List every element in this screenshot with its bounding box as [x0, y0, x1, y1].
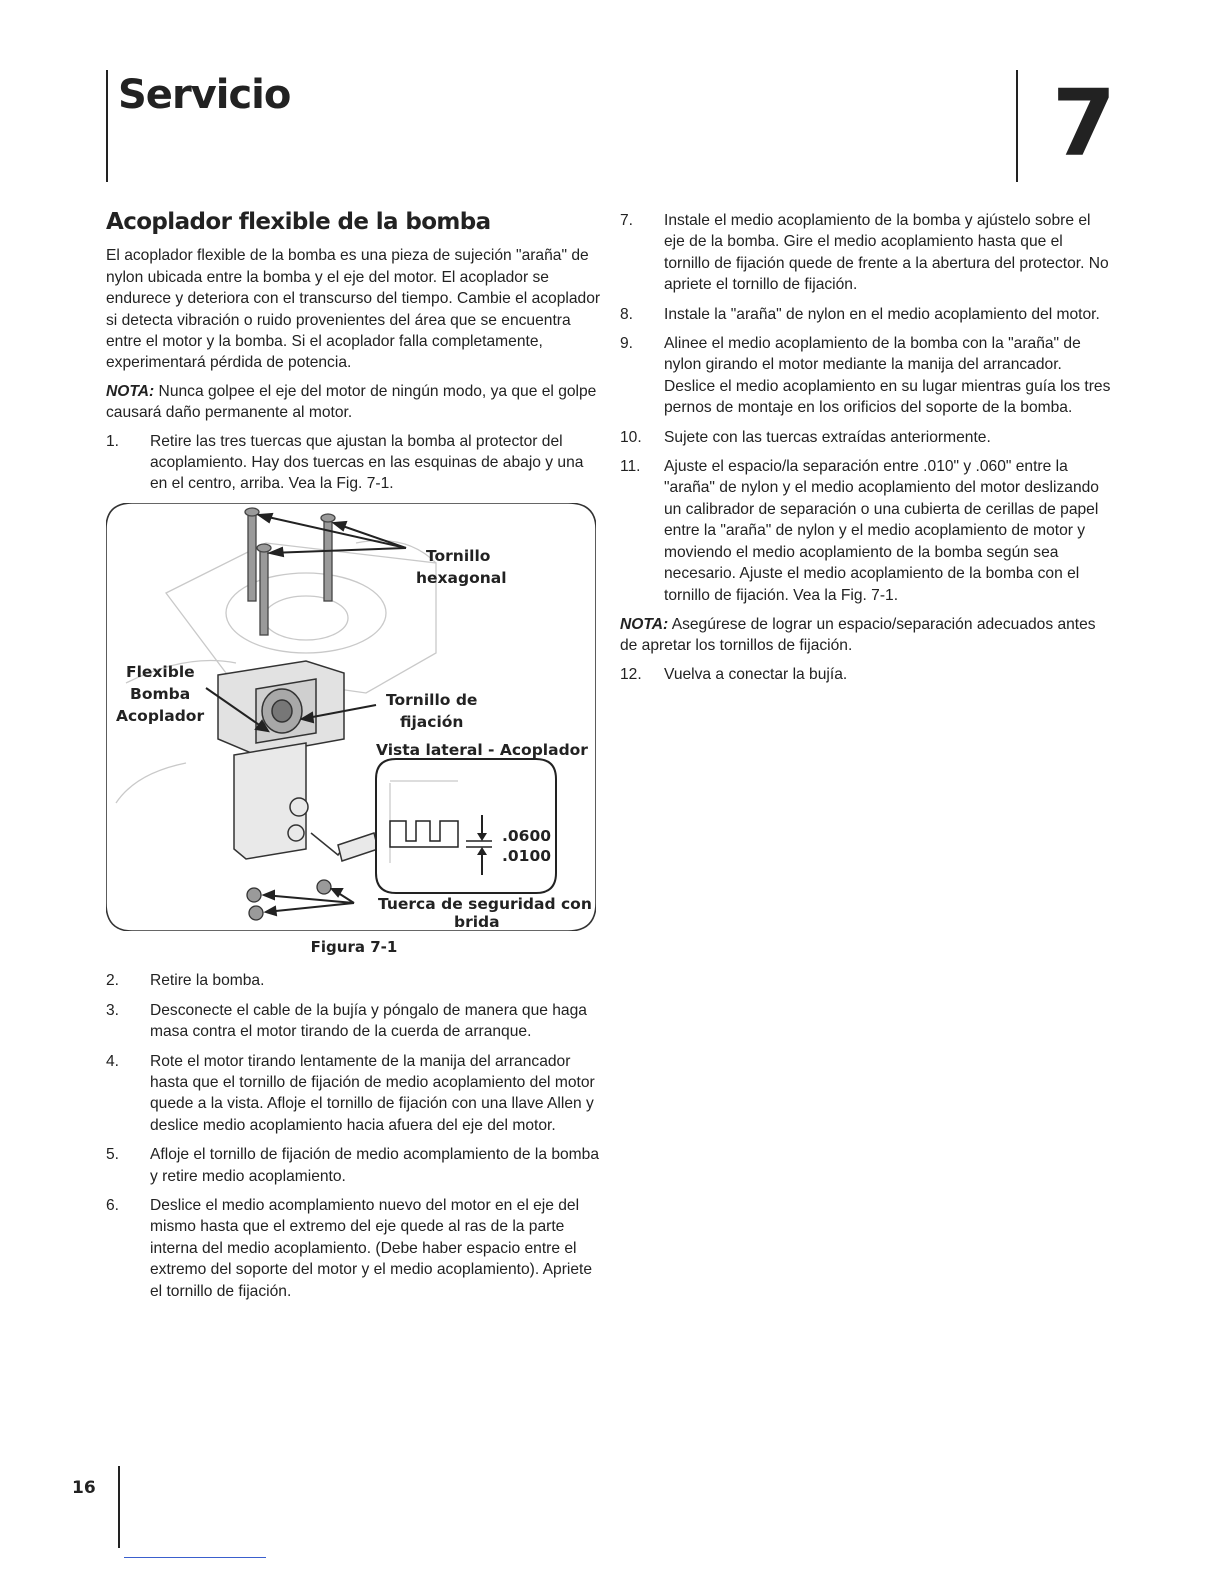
note-paragraph — [106, 381, 602, 424]
step-item — [106, 1144, 602, 1187]
step-text: Afloje el tornillo de fijación de medio acomplamiento de la bomba y retire medio acoplamiento. — [150, 1146, 600, 1185]
note-label-2: NOTA: — [620, 615, 669, 633]
note-text-2: Asegúrese de lograr un espacio/separación adecuados antes de apretar los tornillos de fijación. — [620, 615, 1096, 655]
step-text: Instale la "araña" de nylon en el medio acoplamiento del motor. — [664, 305, 1100, 323]
step-number: 10. — [620, 428, 642, 446]
hex-bolts — [245, 508, 335, 635]
label-gap-min: .0100 — [502, 846, 552, 865]
coupler-diagram — [106, 503, 596, 931]
step-text: Desconecte el cable de la bujía y póngalo de manera que haga masa contra el motor tirando de la cuerda de arranque. — [150, 1001, 587, 1041]
step-number: 12. — [620, 665, 642, 683]
step-text: Retire las tres tuercas que ajustan la bomba al protector del acoplamiento. Hay dos tuercas en las esquinas de abajo y una en el centro, arriba. Vea la Fig. 7-1. — [150, 432, 584, 493]
step-item — [620, 333, 1112, 419]
step-text: Alinee el medio acoplamiento de la bomba con la "araña" de nylon girando el motor mediante la manija del arrancador. Deslice el medio acoplamiento en su lugar mientras guía los tres pernos de montaje en los orificios del soporte de la bomba. — [664, 335, 1111, 417]
footer-link-underline — [124, 1557, 266, 1558]
label-coupler-line1: Flexible — [126, 662, 195, 681]
step-number: 1. — [106, 432, 120, 450]
step-item — [620, 664, 1112, 685]
label-bolt-line1: Tornillo — [426, 546, 491, 565]
section-title: Servicio — [118, 72, 291, 118]
step-number: 4. — [106, 1052, 120, 1070]
note-text: Nunca golpee el eje del motor de ningún modo, ya que el golpe causará daño permanente al motor. — [106, 382, 597, 422]
label-nut-line2: brida — [454, 912, 500, 931]
header-left-rule — [106, 70, 108, 182]
step-item — [106, 1195, 602, 1302]
intro-paragraph: El acoplador flexible de la bomba es una pieza de sujeción "araña" de nylon ubicada entre la bomba y el eje del motor. El acoplador se endurece y deteriora con el transcurso del tiempo. Cambie el acoplador si detecta vibración o ruido provenientes del área que se encuentra entre el motor y la bomba. Si el acoplador falla completamente, experimentará pérdida de potencia. — [106, 247, 601, 372]
page-number: 16 — [72, 1478, 96, 1498]
label-setscrew-line1: Tornillo de — [386, 690, 478, 709]
step-number: 3. — [106, 1001, 120, 1019]
figure-7-1 — [106, 503, 602, 958]
steps-list-2 — [106, 970, 602, 1302]
label-nut-line1: Tuerca de seguridad con — [378, 894, 592, 913]
step-text: Instale el medio acoplamiento de la bomba y ajústelo sobre el eje de la bomba. Gire el medio acoplamiento hasta que el tornillo de fijación quede de frente a la abertura del protector. No apriete el tornillo de fijación. — [664, 212, 1109, 294]
note-paragraph-2 — [620, 614, 1112, 657]
label-side-view: Vista lateral - Acoplador — [376, 740, 588, 759]
step-item — [620, 304, 1112, 325]
footer-rule — [118, 1466, 120, 1548]
label-setscrew-line2: fijación — [400, 712, 464, 731]
step-text: Retire la bomba. — [150, 972, 265, 990]
step-item — [620, 210, 1112, 296]
step-number: 9. — [620, 335, 634, 353]
step-text: Vuelva a conectar la bujía. — [664, 665, 848, 683]
step-number: 7. — [620, 212, 634, 229]
note-label: NOTA: — [106, 382, 155, 400]
side-view-inset — [376, 759, 556, 893]
label-coupler-line3: Acoplador — [116, 706, 205, 725]
pump-body — [234, 743, 378, 861]
figure-caption: Figura 7-1 — [310, 937, 398, 956]
nut-arrows — [264, 889, 354, 915]
step-text: Rote el motor tirando lentamente de la manija del arrancador hasta que el tornillo de fijación de medio acoplamiento del motor quede a la vista. Afloje el tornillo de fijación con una llave Allen y deslice medio acoplamiento hacia afuera del eje del motor. — [150, 1052, 595, 1134]
right-column — [620, 210, 1112, 693]
label-bolt-line2: hexagonal — [416, 568, 507, 587]
step-item — [106, 431, 602, 495]
step-number: 11. — [620, 458, 641, 476]
step-item — [620, 427, 1112, 448]
steps-list-3 — [620, 210, 1112, 606]
step-number: 6. — [106, 1196, 120, 1214]
steps-list-4 — [620, 664, 1112, 685]
step-item — [620, 456, 1112, 606]
coupler-housing — [218, 661, 344, 755]
step-text: Ajuste el espacio/la separación entre .010" y .060" entre la "araña" de nylon y el medio acoplamiento del motor deslizando un calibrador de separación o una cubierta de cerillas de papel entre la "araña" de nylon y el medio acoplamiento de motor y moviendo el medio acoplamiento de la bomba según sea necesario. Ajuste el medio acoplamiento de la bomba con el tornillo de fijación. Vea la Fig. 7-1. — [664, 458, 1099, 604]
label-coupler-line2: Bomba — [130, 684, 191, 703]
step-number: 8. — [620, 305, 634, 323]
step-text: Deslice el medio acomplamiento nuevo del motor en el eje del mismo hasta que el extremo del eje quede al ras de la parte interna del medio acoplamiento. (Debe haber espacio entre el extremo del soporte del motor y el medio acoplamiento). Apriete el tornillo de fijación. — [150, 1196, 593, 1300]
bolt — [260, 549, 268, 635]
step-text: Sujete con las tuercas extraídas anteriormente. — [664, 428, 991, 446]
header-right-rule — [1016, 70, 1018, 182]
steps-list-1 — [106, 431, 602, 495]
step-number: 2. — [106, 972, 120, 990]
label-gap-max: .0600 — [502, 826, 552, 845]
bolt — [248, 513, 256, 601]
step-item — [106, 970, 602, 991]
left-column — [106, 209, 602, 1310]
step-number: 5. — [106, 1146, 120, 1164]
chapter-number: 7 — [1052, 70, 1117, 177]
section-heading: Acoplador flexible de la bomba — [106, 209, 491, 235]
step-item — [106, 1000, 602, 1043]
step-item — [106, 1051, 602, 1137]
